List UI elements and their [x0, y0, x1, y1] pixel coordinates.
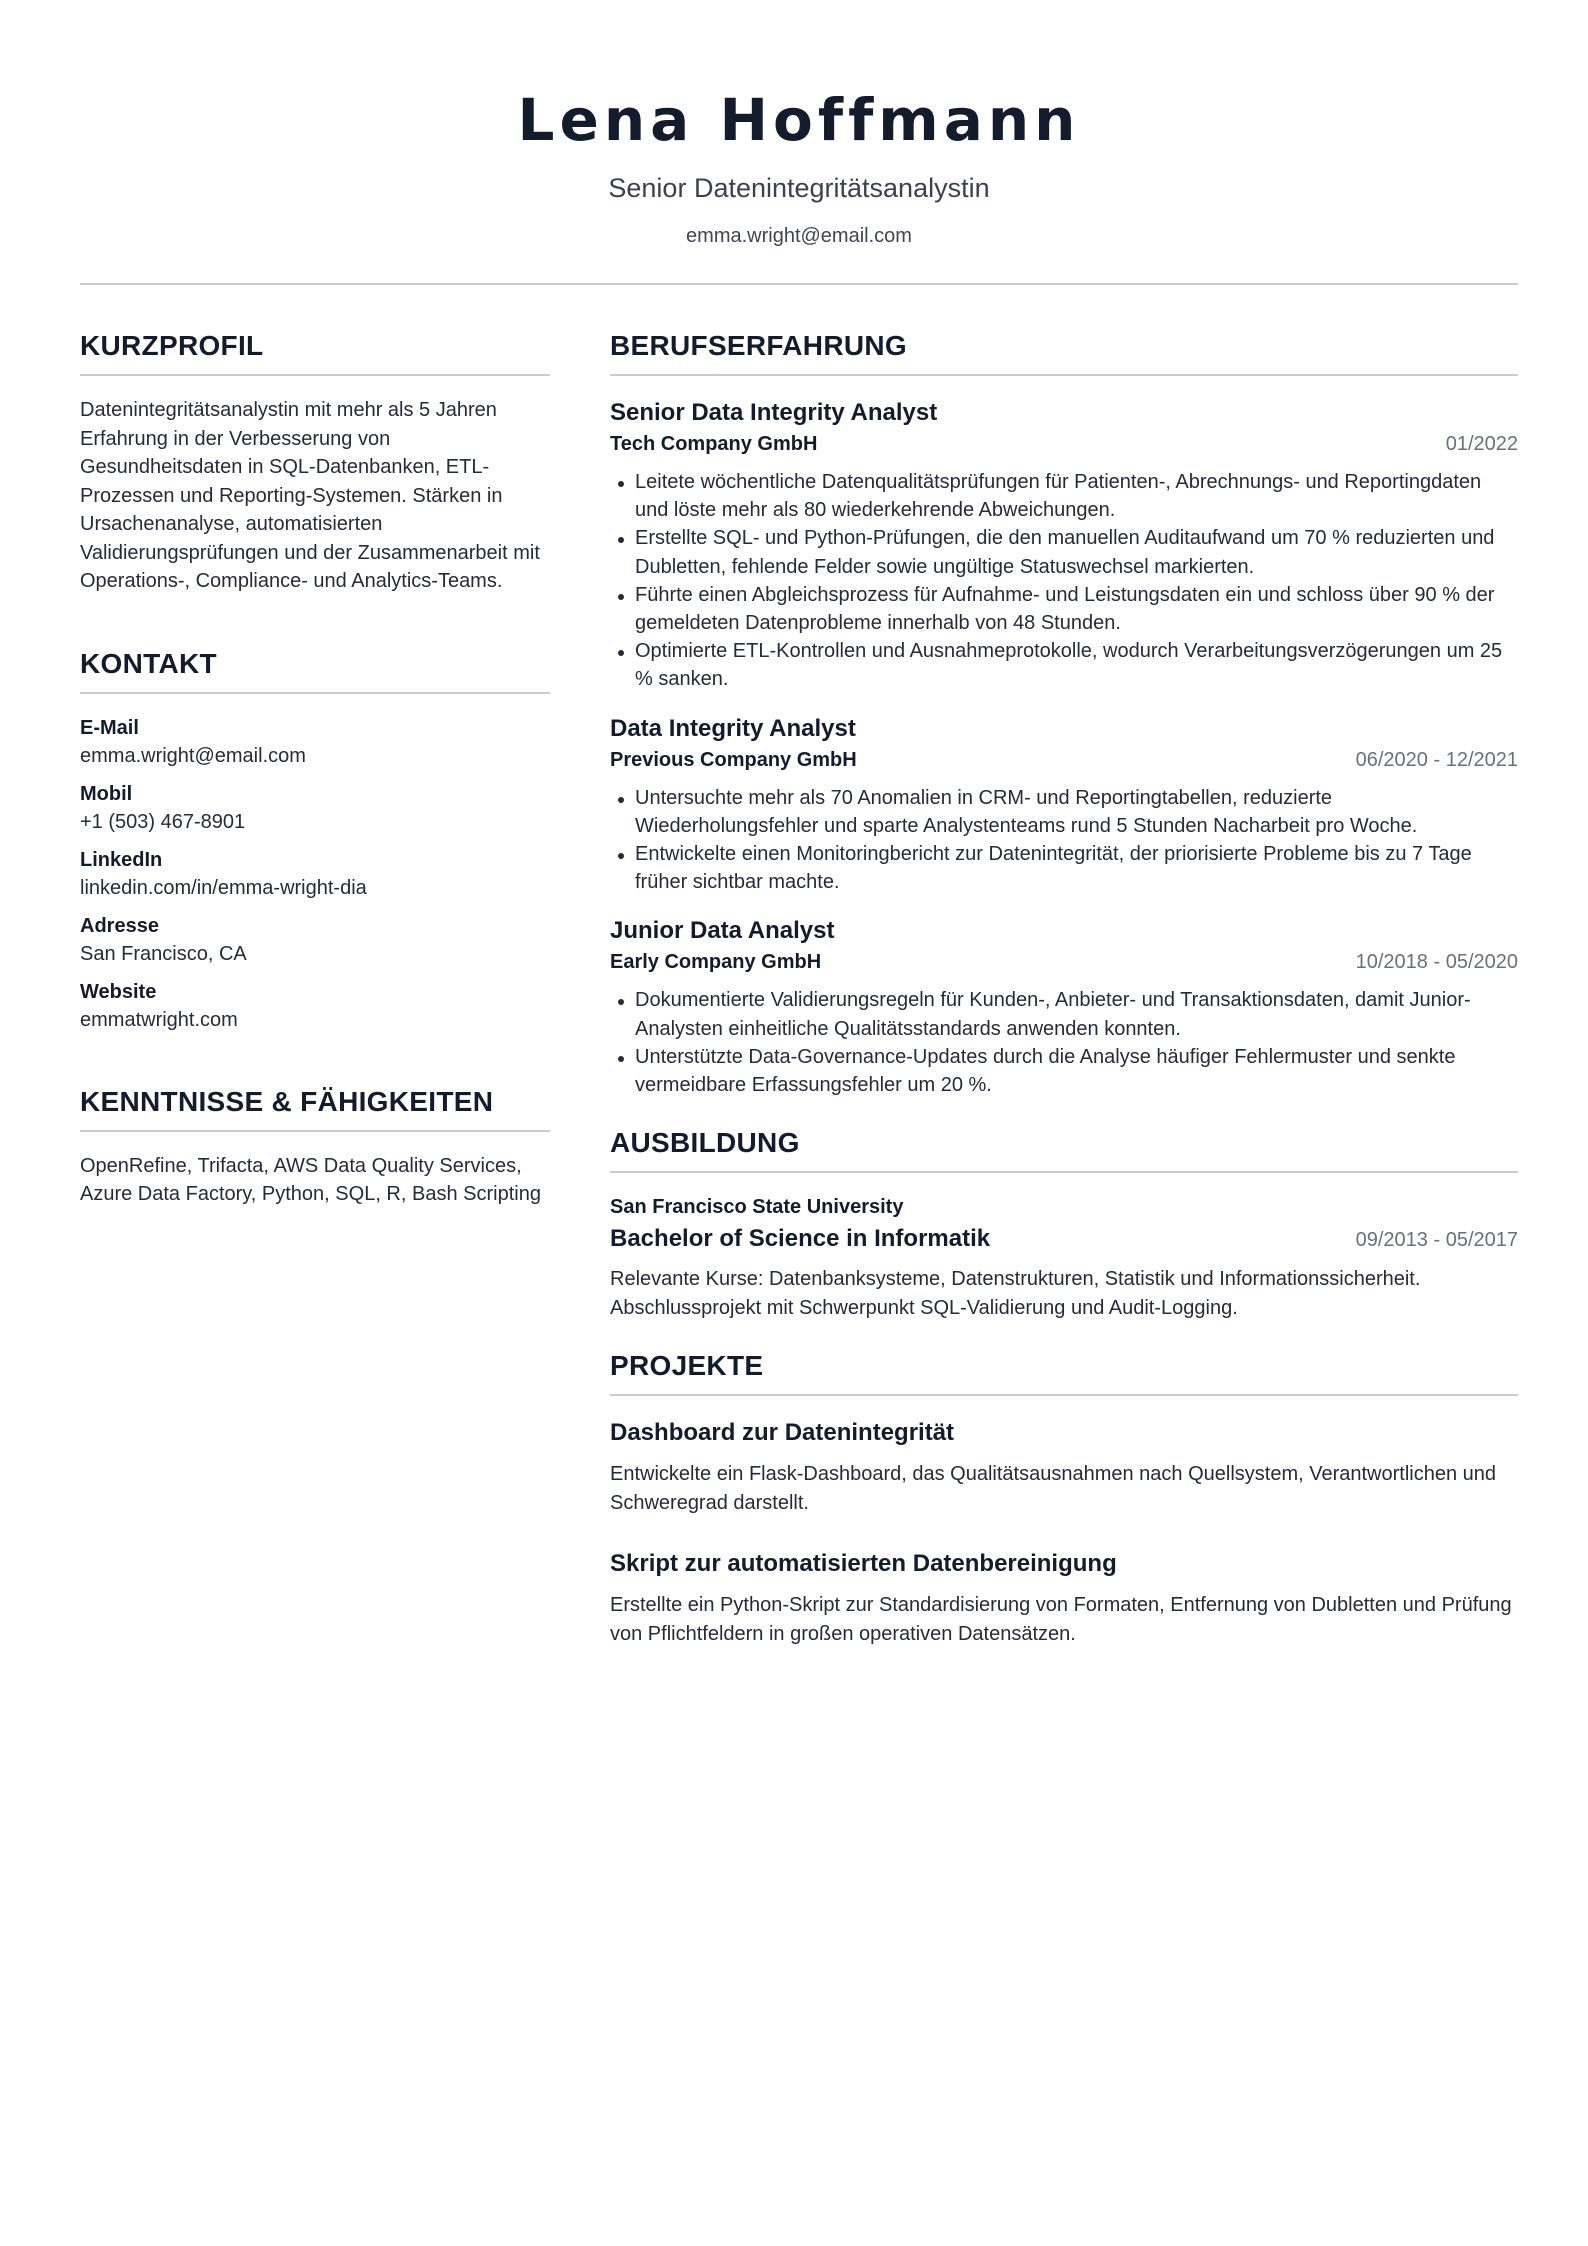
list-item: Führte einen Abgleichsprozess für Aufnahme- und Leistungsdaten ein und schloss über 90 % der gemeldeten Datenprobleme innerhalb von 48 Stunden. — [610, 581, 1518, 637]
education-heading: AUSBILDUNG — [610, 1127, 800, 1159]
job-bullets — [610, 986, 1518, 1099]
job-date: 01/2022 — [1445, 433, 1518, 455]
list-item: Unterstützte Data-Governance-Updates durch die Analyse häufiger Fehlermuster und senkte vermeidbare Erfassungsfehler um 20 %. — [610, 1043, 1518, 1099]
project-title: Skript zur automatisierten Datenbereinigung — [610, 1550, 1117, 1578]
right-column — [610, 322, 1518, 1678]
contact-item-website — [80, 978, 550, 1034]
header-divider — [80, 283, 1518, 285]
left-column — [80, 322, 550, 1253]
summary-heading: KURZPROFIL — [80, 330, 264, 361]
summary-section — [80, 322, 550, 596]
contact-label: E-Mail — [80, 716, 139, 739]
skills-text: OpenRefine, Trifacta, AWS Data Quality Services, Azure Data Factory, Python, SQL, R, Bash Scripting — [80, 1154, 541, 1205]
education-date: 09/2013 - 05/2017 — [1355, 1229, 1518, 1252]
project-text: Entwickelte ein Flask-Dashboard, das Qualitätsausnahmen nach Quellsystem, Verantwortlichen und Schweregrad darstellt. — [610, 1463, 1497, 1514]
contact-email-value: emma.wright@email.com — [80, 744, 306, 767]
contact-linkedin-value: linkedin.com/in/emma-wright-dia — [80, 876, 367, 899]
contact-heading: KONTAKT — [80, 647, 217, 679]
candidate-title: Senior Datenintegritätsanalystin — [608, 173, 990, 203]
list-item: Optimierte ETL-Kontrollen und Ausnahmeprotokolle, wodurch Verarbeitungsverzögerungen um 25 % sanken. — [610, 637, 1518, 693]
project-text: Erstellte ein Python-Skript zur Standardisierung von Formaten, Entfernung von Dubletten und Prüfung von Pflichtfeldern in großen operativen Datensätzen. — [610, 1594, 1512, 1645]
list-item: Dokumentierte Validierungsregeln für Kunden-, Anbieter- und Transaktionsdaten, damit Junior-Analysten einheitliche Qualitätsstandards anwenden konnten. — [610, 986, 1518, 1042]
job-date: 06/2020 - 12/2021 — [1355, 748, 1518, 771]
contact-label: Mobil — [80, 782, 133, 805]
contact-label: Website — [80, 980, 157, 1003]
job-role: Junior Data Analyst — [610, 917, 835, 945]
job-bullets — [610, 468, 1518, 694]
contact-item-address — [80, 912, 550, 968]
contact-item-linkedin — [80, 846, 550, 902]
experience-heading: BERUFSERFAHRUNG — [610, 330, 907, 361]
section-divider — [80, 692, 550, 694]
job-company: Early Company GmbH — [610, 951, 822, 974]
contact-item-phone — [80, 780, 550, 836]
section-divider — [610, 374, 1518, 376]
project-title: Dashboard zur Datenintegrität — [610, 1419, 955, 1447]
contact-label: Adresse — [80, 914, 159, 937]
resume-header — [80, 80, 1518, 250]
contact-label: LinkedIn — [80, 848, 163, 871]
projects-heading: PROJEKTE — [610, 1350, 764, 1382]
job-date: 10/2018 - 05/2020 — [1355, 951, 1518, 974]
project-entry — [610, 1416, 1518, 1517]
list-item: Entwickelte einen Monitoringbericht zur Datenintegrität, der priorisierte Probleme bis zu 7 Tage früher sichtbar machte. — [610, 840, 1518, 896]
job-company: Previous Company GmbH — [610, 748, 857, 771]
job-entry — [610, 914, 1518, 1099]
list-item: Untersuchte mehr als 70 Anomalien in CRM- und Reportingtabellen, reduzierte Wiederholungsfehler und sparte Analystenteams rund 5 Stunden Nacharbeit pro Woche. — [610, 784, 1518, 840]
section-divider — [610, 1171, 1518, 1173]
job-company: Tech Company GmbH — [610, 433, 818, 455]
contact-address-value: San Francisco, CA — [80, 942, 247, 965]
contact-phone-value: +1 (503) 467-8901 — [80, 810, 246, 833]
header-email: emma.wright@email.com — [686, 225, 912, 247]
education-school: San Francisco State University — [610, 1196, 904, 1219]
contact-website-value: emmatwright.com — [80, 1008, 238, 1031]
section-divider — [80, 374, 550, 376]
skills-section — [80, 1078, 550, 1209]
job-entry — [610, 396, 1518, 694]
list-item: Erstellte SQL- und Python-Prüfungen, die den manuellen Auditaufwand um 70 % reduzierten und Dubletten, fehlende Felder sowie ungültige Statuswechsel markierten. — [610, 524, 1518, 580]
education-degree: Bachelor of Science in Informatik — [610, 1225, 991, 1253]
projects-section — [610, 1342, 1518, 1648]
section-divider — [80, 1130, 550, 1132]
project-entry — [610, 1547, 1518, 1648]
contact-item-email — [80, 714, 550, 770]
contact-section — [80, 640, 550, 1034]
section-divider — [610, 1394, 1518, 1396]
job-role: Data Integrity Analyst — [610, 714, 856, 742]
list-item: Leitete wöchentliche Datenqualitätsprüfungen für Patienten-, Abrechnungs- und Reportingdaten und löste mehr als 80 wiederkehrende Abweichungen. — [610, 468, 1518, 524]
education-section — [610, 1119, 1518, 1322]
skills-heading: KENNTNISSE & FÄHIGKEITEN — [80, 1085, 494, 1117]
education-text: Relevante Kurse: Datenbanksysteme, Datenstrukturen, Statistik und Informationssicherheit. Abschlussprojekt mit Schwerpunkt SQL-Validierung und Audit-Logging. — [610, 1268, 1421, 1319]
candidate-name: Lena Hoffmann — [517, 86, 1081, 154]
experience-section — [610, 322, 1518, 1099]
job-bullets — [610, 784, 1518, 897]
summary-text: Datenintegritätsanalystin mit mehr als 5 Jahren Erfahrung in der Verbesserung von Gesundheitsdaten in SQL-Datenbanken, ETL-Prozessen und Reporting-Systemen. Stärken in Ursachenanalyse, automatisierten Validierungsprüfungen und der Zusammenarbeit mit Operations-, Compliance- und Analytics-Teams. — [80, 399, 540, 592]
job-role: Senior Data Integrity Analyst — [610, 399, 938, 426]
job-entry — [610, 712, 1518, 897]
